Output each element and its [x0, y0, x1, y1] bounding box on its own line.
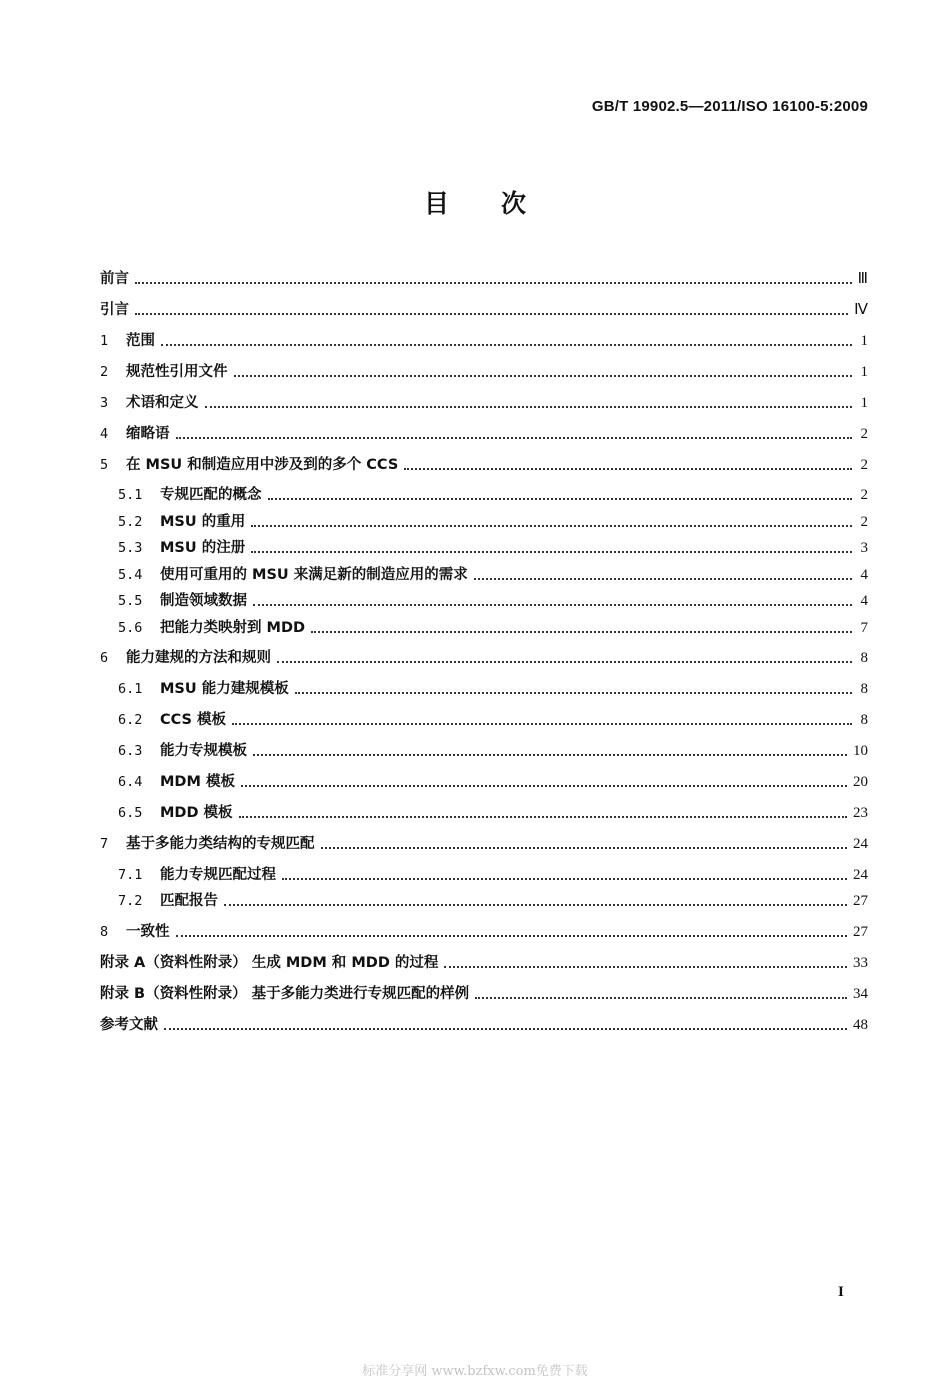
toc-entry-number: 1: [100, 333, 109, 349]
toc-entry[interactable]: [100, 268, 868, 290]
toc-entry-number: 5: [100, 457, 109, 473]
toc-entry-label: 匹配报告: [160, 893, 218, 909]
page-number: I: [838, 1284, 844, 1300]
toc-entry-number: 7.1: [118, 867, 143, 883]
toc-entry-label: 附录 A（资料性附录） 生成 MDM 和 MDD 的过程: [100, 955, 439, 971]
toc-entry-label: 在 MSU 和制造应用中涉及到的多个 CCS: [126, 457, 399, 473]
toc-entry-number: 2: [100, 364, 109, 380]
standard-code: GB/T 19902.5—2011/ISO 16100-5:2009: [591, 98, 868, 115]
toc-entry-number: 6: [100, 650, 109, 666]
dot-leader: [135, 313, 848, 315]
toc-page-number: 24: [853, 867, 868, 883]
toc-entry[interactable]: [100, 537, 868, 559]
toc-entry[interactable]: [100, 454, 868, 476]
toc-page-number: 8: [860, 712, 868, 728]
toc-page-number: 2: [860, 426, 868, 442]
dot-leader: [253, 604, 852, 606]
toc-page-number: 3: [860, 540, 868, 556]
toc-entry-label: 规范性引用文件: [126, 364, 228, 380]
toc-entry-number: 5.2: [118, 514, 143, 530]
toc-entry-label: 能力建规的方法和规则: [126, 650, 271, 666]
toc-entry-label: 术语和定义: [126, 395, 199, 411]
toc-page-number: 2: [860, 457, 868, 473]
dot-leader: [224, 904, 847, 906]
dot-leader: [321, 847, 848, 849]
toc-entry[interactable]: [100, 423, 868, 445]
toc-entry-number: 6.3: [118, 743, 143, 759]
toc-entry-label: 前言: [100, 271, 129, 287]
toc-entry-label: MSU 能力建规模板: [160, 681, 289, 697]
toc-page-number: 7: [860, 620, 868, 636]
toc-entry-number: 7.2: [118, 893, 143, 909]
toc-page-number: 10: [853, 743, 868, 759]
toc-entry-number: 5.5: [118, 593, 143, 609]
toc-entry-label: 一致性: [126, 924, 170, 940]
toc-entry[interactable]: [100, 952, 868, 974]
toc-entry-number: 5.3: [118, 540, 143, 556]
toc-entry-label: 基于多能力类结构的专规匹配: [126, 836, 315, 852]
toc-entry-label: 附录 B（资料性附录） 基于多能力类进行专规匹配的样例: [100, 986, 470, 1002]
toc-entry[interactable]: [100, 330, 868, 352]
toc-entry-label: 参考文献: [100, 1017, 158, 1033]
dot-leader: [474, 578, 852, 580]
toc-entry-label: 使用可重用的 MSU 来满足新的制造应用的需求: [160, 567, 468, 583]
dot-leader: [295, 692, 852, 694]
watermark: 标准分享网 www.bzfxw.com免费下载: [362, 1364, 588, 1379]
toc-page-number: 33: [853, 955, 868, 971]
dot-leader: [232, 723, 852, 725]
toc-entry[interactable]: [100, 678, 868, 700]
toc-entry-number: 6.5: [118, 805, 143, 821]
dot-leader: [135, 282, 852, 284]
toc-entry-label: 范围: [126, 333, 155, 349]
toc-entry-label: 把能力类映射到 MDD: [160, 620, 306, 636]
toc-entry[interactable]: [100, 392, 868, 414]
toc-entry[interactable]: [100, 890, 868, 912]
dot-leader: [205, 406, 853, 408]
toc-entry[interactable]: [100, 983, 868, 1005]
toc-entry[interactable]: [100, 740, 868, 762]
toc-entry-label: 缩略语: [126, 426, 170, 442]
toc-entry-label: MDM 模板: [160, 774, 235, 790]
dot-leader: [282, 878, 847, 880]
toc-page-number: 8: [860, 681, 868, 697]
toc-entry[interactable]: [100, 484, 868, 506]
toc-entry[interactable]: [100, 921, 868, 943]
toc-page-number: 4: [860, 567, 868, 583]
toc-entry[interactable]: [100, 361, 868, 383]
toc-entry-label: 能力专规模板: [160, 743, 247, 759]
toc-page-number: 1: [860, 364, 868, 380]
toc-entry-number: 4: [100, 426, 109, 442]
toc-entry[interactable]: [100, 833, 868, 855]
dot-leader: [268, 498, 853, 500]
toc-entry[interactable]: [100, 1014, 868, 1036]
dot-leader: [277, 661, 852, 663]
toc-page-number: 23: [853, 805, 868, 821]
toc-entry-number: 5.4: [118, 567, 143, 583]
toc-entry-number: 7: [100, 836, 109, 852]
dot-leader: [475, 997, 847, 999]
toc-entry-number: 8: [100, 924, 109, 940]
toc-entry-number: 6.2: [118, 712, 143, 728]
toc-entry-label: 能力专规匹配过程: [160, 867, 276, 883]
dot-leader: [444, 966, 847, 968]
toc-entry[interactable]: [100, 511, 868, 533]
dot-leader: [251, 525, 852, 527]
toc-entry[interactable]: [100, 299, 868, 321]
toc-entry-label: MSU 的注册: [160, 540, 246, 556]
toc-entry-number: 5.6: [118, 620, 143, 636]
dot-leader: [176, 935, 848, 937]
toc-page-number: 24: [853, 836, 868, 852]
toc-entry-number: 5.1: [118, 487, 143, 503]
dot-leader: [404, 468, 852, 470]
toc-entry[interactable]: [100, 709, 868, 731]
dot-leader: [161, 344, 852, 346]
toc-entry[interactable]: [100, 590, 868, 612]
toc-entry-label: CCS 模板: [160, 712, 227, 728]
toc-title: 目次: [423, 189, 578, 218]
toc-page-number: 20: [853, 774, 868, 790]
toc-entry-label: 制造领域数据: [160, 593, 247, 609]
toc-page-number: 2: [860, 487, 868, 503]
dot-leader: [241, 785, 847, 787]
toc-entry-label: MSU 的重用: [160, 514, 246, 530]
dot-leader: [239, 816, 847, 818]
dot-leader: [164, 1028, 847, 1030]
toc-entry[interactable]: [100, 802, 868, 824]
toc-entry[interactable]: [100, 617, 868, 639]
toc-page-number: 4: [860, 593, 868, 609]
toc-entry-label: MDD 模板: [160, 805, 233, 821]
toc-page-number: 27: [853, 924, 868, 940]
dot-leader: [234, 375, 853, 377]
toc-page-number: Ⅳ: [854, 302, 868, 318]
dot-leader: [311, 631, 852, 633]
toc-entry-number: 6.4: [118, 774, 143, 790]
toc-page-number: 27: [853, 893, 868, 909]
toc-page-number: 34: [853, 986, 868, 1002]
toc-entry-number: 3: [100, 395, 109, 411]
dot-leader: [251, 551, 852, 553]
toc-entry[interactable]: [100, 864, 868, 886]
toc-page-number: 48: [853, 1017, 868, 1033]
toc-page-number: 8: [860, 650, 868, 666]
toc-entry[interactable]: [100, 647, 868, 669]
toc-page-number: 1: [860, 395, 868, 411]
toc-page-number: Ⅲ: [857, 271, 868, 287]
toc-entry[interactable]: [100, 564, 868, 586]
toc-entry-label: 专规匹配的概念: [160, 487, 262, 503]
toc-entry[interactable]: [100, 771, 868, 793]
dot-leader: [176, 437, 853, 439]
toc-entry-label: 引言: [100, 302, 129, 318]
toc-entry-number: 6.1: [118, 681, 143, 697]
toc-page-number: 1: [860, 333, 868, 349]
toc-page-number: 2: [860, 514, 868, 530]
dot-leader: [253, 754, 847, 756]
